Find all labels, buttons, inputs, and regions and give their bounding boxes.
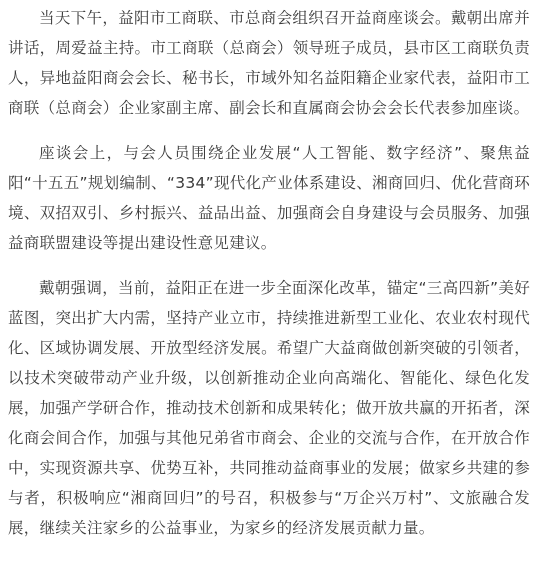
paragraph-discussion-topics: 座谈会上，与会人员围绕企业发展“人工智能、数字经济”、聚焦益阳“十五五”规划编制、“334”现代化产业体系建设、湘商回归、优化营商环境、双招双引、乡村振兴、益品出益、加强商会自身建设与会员服务、加强益商联盟建设等提出建设性意见建议。	[8, 144, 531, 252]
paragraph-speech-emphasis: 戴朝强调，当前，益阳正在进一步全面深化改革，锚定“三高四新”美好蓝图，突出扩大内需，坚持产业立市，持续推进新型工业化、农业农村现代化、区域协调发展、开放型经济发展。希望广大益商做创新突破的引领者，以技术突破带动产业升级，以创新推动企业向高端化、智能化、绿色化发展，加强产学研合作，推动技术创新和成果转化；做开放共赢的开拓者，深化商会间合作，加强与其他兄弟省市商会、企业的交流与合作，在开放合作中，实现资源共享、优势互补，共同推动益商事业的发展；做家乡共建的参与者，积极响应“湘商回归”的号召，积极参与“万企兴万村”、文旅融合发展，继续关注家乡的公益事业，为家乡的经济发展贡献力量。	[8, 279, 530, 537]
paragraph-meeting-intro: 当天下午，益阳市工商联、市总商会组织召开益商座谈会。戴朝出席并讲话，周爱益主持。市工商联（总商会）领导班子成员，县市区工商联负责人，异地益阳商会会长、秘书长，市域外知名益阳籍企业家代表，益阳市工商联（总商会）企业家副主席、副会长和直属商会协会会长代表参加座谈。	[8, 9, 530, 117]
